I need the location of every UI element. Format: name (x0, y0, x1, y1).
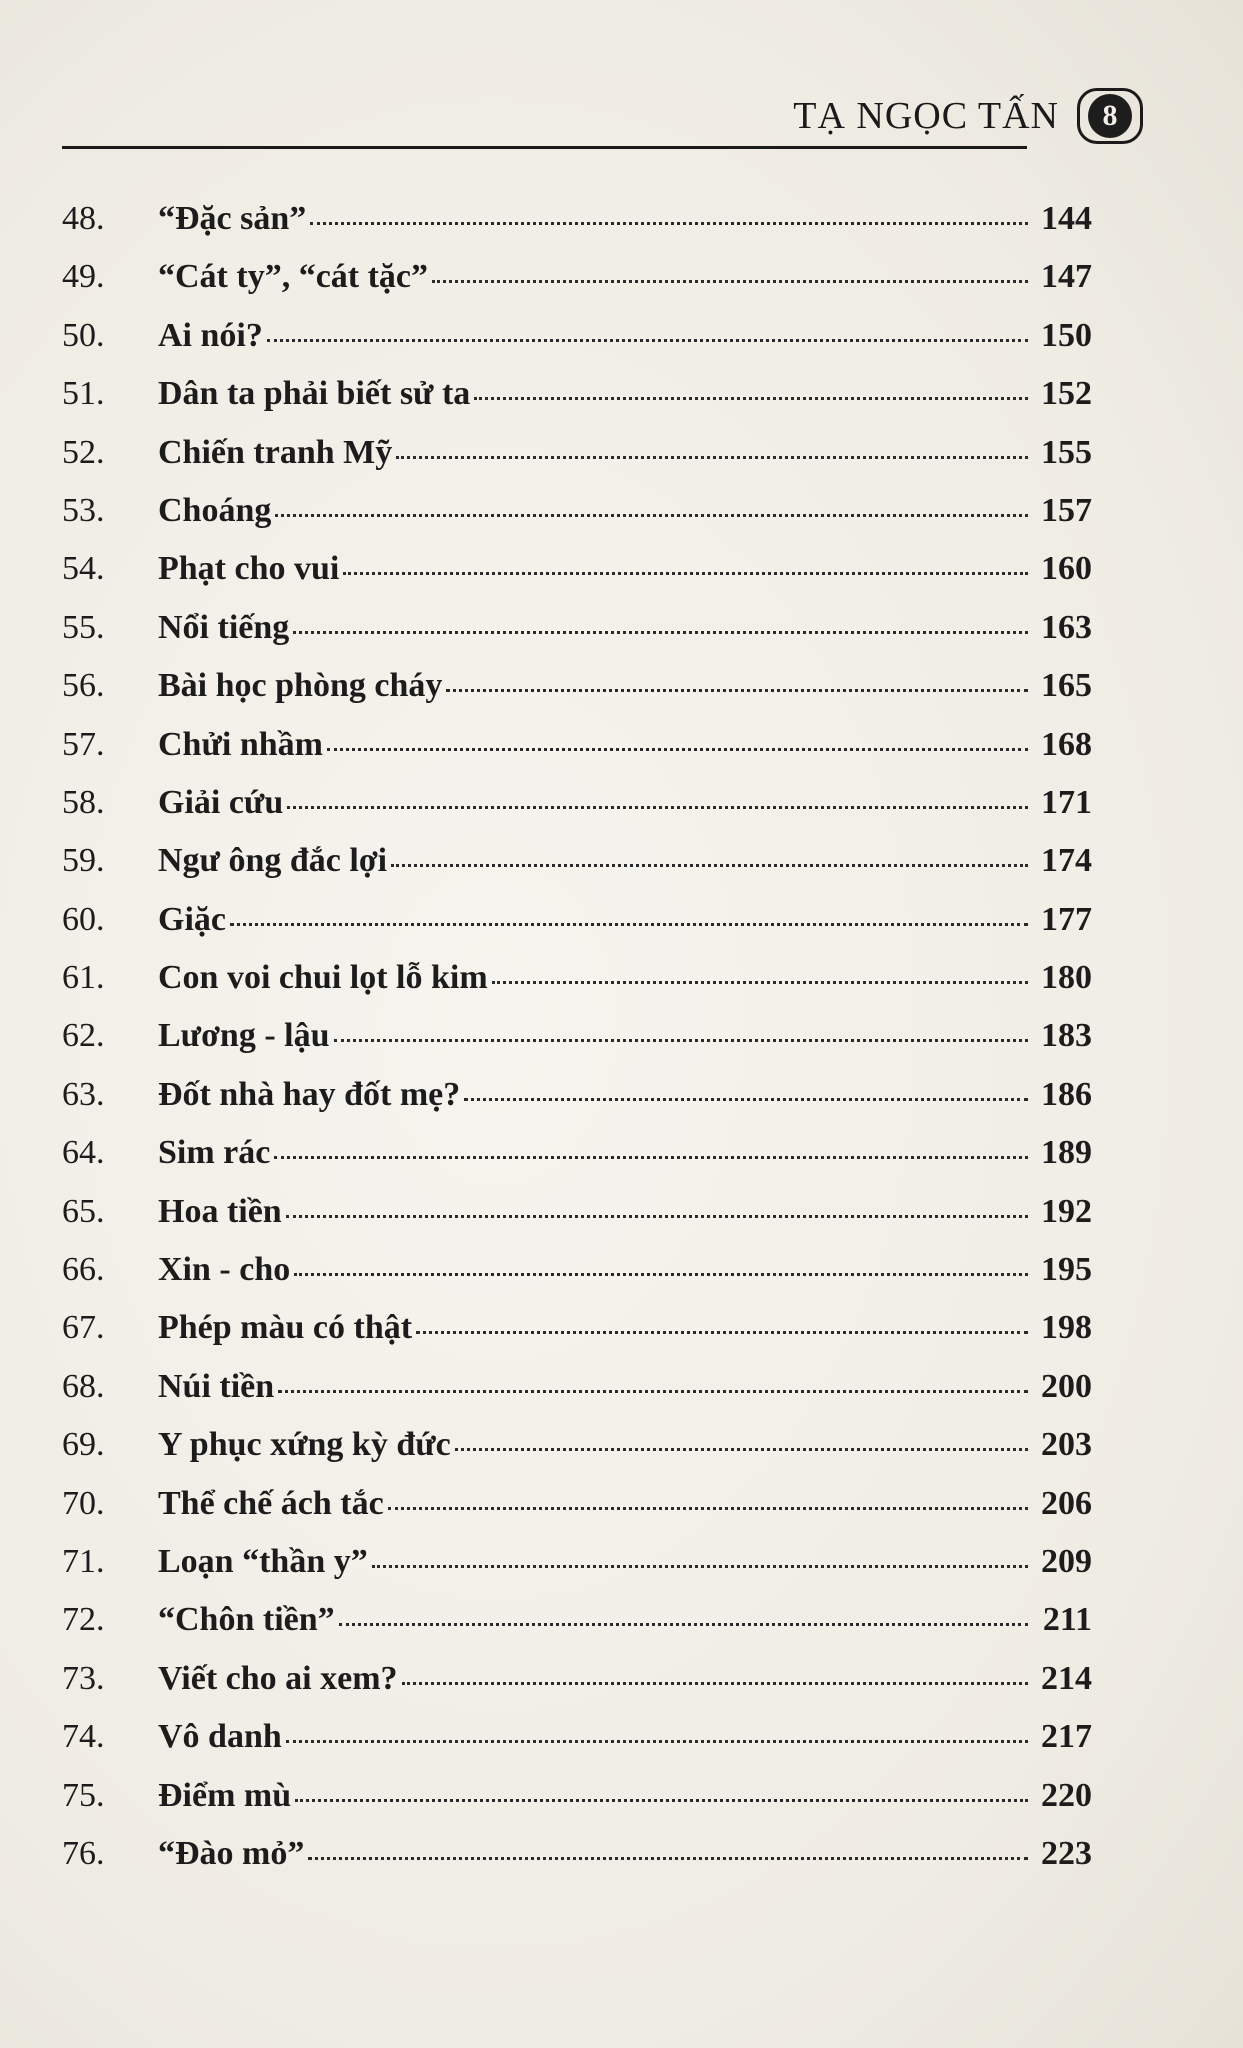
dot-leader (339, 1622, 1028, 1626)
dot-leader (396, 455, 1028, 459)
toc-entry-title: Phép màu có thật (158, 1309, 413, 1347)
toc-entry-page: 203 (1041, 1426, 1092, 1464)
toc-entry (62, 1426, 1092, 1484)
toc-entry-title: Núi tiền (158, 1367, 275, 1405)
dot-leader (275, 513, 1028, 517)
toc-entry-title: Xin - cho (158, 1251, 291, 1289)
toc-entry-title: Chửi nhầm (158, 725, 323, 763)
dot-leader (295, 1798, 1028, 1802)
toc-entry (62, 1193, 1092, 1251)
toc-entry-number: 61. (62, 959, 105, 997)
toc-entry-title: Giặc (158, 900, 226, 938)
toc-entry (62, 258, 1092, 316)
toc-entry-title: Loạn “thần y” (158, 1542, 368, 1580)
toc-entry (62, 1835, 1092, 1893)
toc-entry (62, 1777, 1092, 1835)
dot-leader (388, 1506, 1028, 1510)
toc-entry-page: 183 (1041, 1017, 1092, 1055)
author-name: TẠ NGỌC TẤN (793, 95, 1059, 137)
toc-entry (62, 1660, 1092, 1718)
dot-leader (432, 279, 1028, 283)
toc-entry-page: 211 (1042, 1601, 1092, 1639)
toc-entry-number: 64. (62, 1134, 105, 1172)
toc-entry-number: 65. (62, 1192, 105, 1230)
toc-entry-number: 54. (62, 550, 105, 588)
toc-entry-title: Lương - lậu (158, 1017, 330, 1055)
toc-entry-title: “Chôn tiền” (158, 1601, 335, 1639)
toc-entry-page: 160 (1041, 550, 1092, 588)
toc-entry-title: Ai nói? (158, 316, 263, 354)
toc-entry-number: 70. (62, 1484, 105, 1522)
toc-entry-title: Y phục xứng kỳ đức (158, 1426, 451, 1464)
toc-entry-page: 206 (1041, 1484, 1092, 1522)
dot-leader (343, 571, 1028, 575)
toc-entry-title: “Đặc sản” (158, 200, 307, 237)
toc-entry (62, 1485, 1092, 1543)
toc-entry (62, 492, 1092, 550)
dot-leader (286, 1214, 1028, 1218)
dot-leader (391, 863, 1028, 867)
toc-entry-page: 192 (1041, 1192, 1092, 1230)
toc-entry (62, 1543, 1092, 1601)
dot-leader (464, 1097, 1028, 1101)
toc-entry-page: 214 (1041, 1659, 1092, 1697)
dot-leader (308, 1856, 1028, 1860)
dot-leader (327, 747, 1028, 751)
dot-leader (402, 1681, 1028, 1685)
dot-leader (278, 1389, 1028, 1393)
toc-entry (62, 842, 1092, 900)
toc-entry-number: 48. (62, 200, 105, 237)
toc-entry-page: 177 (1041, 900, 1092, 938)
toc-entry-number: 63. (62, 1075, 105, 1113)
header-rule (62, 146, 1027, 149)
toc-entry (62, 1017, 1092, 1075)
toc-entry-number: 69. (62, 1426, 105, 1464)
dot-leader (334, 1038, 1029, 1042)
toc-entry-number: 57. (62, 725, 105, 763)
toc-entry-page: 165 (1041, 667, 1092, 705)
toc-entry-title: Đốt nhà hay đốt mẹ? (158, 1075, 461, 1113)
toc-entry-page: 209 (1041, 1542, 1092, 1580)
toc-entry-title: “Cát ty”, “cát tặc” (158, 258, 429, 296)
toc-entry-page: 171 (1041, 783, 1092, 821)
toc-entry (62, 1309, 1092, 1367)
dot-leader (416, 1330, 1028, 1334)
toc-entry-number: 66. (62, 1251, 105, 1289)
toc-entry-title: Con voi chui lọt lỗ kim (158, 959, 488, 997)
toc-entry-number: 53. (62, 491, 105, 529)
toc-entry-page: 168 (1041, 725, 1092, 763)
toc-entry (62, 609, 1092, 667)
toc-entry-title: “Đào mỏ” (158, 1834, 305, 1872)
toc-entry-title: Hoa tiền (158, 1192, 282, 1230)
dot-leader (293, 630, 1028, 634)
dot-leader (446, 688, 1028, 692)
toc-entry-title: Nổi tiếng (158, 608, 290, 646)
toc-entry-title: Dân ta phải biết sử ta (158, 375, 471, 413)
toc-entry-number: 59. (62, 842, 105, 880)
page-number-badge (1077, 88, 1143, 144)
toc-entry-number: 67. (62, 1309, 105, 1347)
toc-entry-number: 76. (62, 1834, 105, 1872)
toc-entry-page: 223 (1041, 1834, 1092, 1872)
toc-entry-number: 74. (62, 1718, 105, 1756)
dot-leader (286, 1739, 1028, 1743)
toc-entry-number: 62. (62, 1017, 105, 1055)
running-header (793, 88, 1143, 144)
toc-entry (62, 667, 1092, 725)
toc-entry (62, 1718, 1092, 1776)
toc-entry (62, 1251, 1092, 1309)
toc-entry-title: Chiến tranh Mỹ (158, 433, 393, 471)
dot-leader (474, 396, 1028, 400)
dot-leader (372, 1564, 1028, 1568)
dot-leader (294, 1272, 1028, 1276)
toc-entry-number: 58. (62, 783, 105, 821)
toc-entry-title: Điểm mù (158, 1776, 292, 1814)
dot-leader (492, 980, 1028, 984)
toc-entry-page: 189 (1041, 1134, 1092, 1172)
toc-entry-number: 68. (62, 1367, 105, 1405)
toc-entry (62, 375, 1092, 433)
toc-entry-page: 152 (1041, 375, 1092, 413)
toc-entry-title: Choáng (158, 491, 272, 529)
toc-entry (62, 1601, 1092, 1659)
toc-entry-page: 195 (1041, 1251, 1092, 1289)
toc-entry-page: 198 (1041, 1309, 1092, 1347)
toc-entry (62, 317, 1092, 375)
toc-entry (62, 434, 1092, 492)
toc-entry-title: Sim rác (158, 1134, 271, 1172)
toc-entry (62, 1368, 1092, 1426)
table-of-contents (62, 200, 1092, 1893)
dot-leader (230, 922, 1028, 926)
toc-entry-page: 220 (1041, 1776, 1092, 1814)
toc-entry-page: 174 (1041, 842, 1092, 880)
toc-entry-page: 163 (1041, 608, 1092, 646)
toc-entry-number: 60. (62, 900, 105, 938)
toc-entry-number: 72. (62, 1601, 105, 1639)
toc-entry-page: 186 (1041, 1075, 1092, 1113)
toc-entry-title: Thể chế ách tắc (158, 1484, 384, 1522)
toc-entry (62, 1134, 1092, 1192)
page-number: 8 (1088, 94, 1132, 138)
toc-entry (62, 959, 1092, 1017)
toc-entry-title: Vô danh (158, 1718, 282, 1756)
toc-entry (62, 726, 1092, 784)
toc-entry (62, 901, 1092, 959)
toc-entry-page: 180 (1041, 959, 1092, 997)
toc-entry-page: 155 (1041, 433, 1092, 471)
toc-entry (62, 200, 1092, 258)
dot-leader (274, 1155, 1028, 1159)
toc-entry-page: 150 (1041, 316, 1092, 354)
dot-leader (287, 805, 1028, 809)
toc-entry-number: 56. (62, 667, 105, 705)
toc-entry-number: 50. (62, 316, 105, 354)
dot-leader (310, 221, 1028, 225)
toc-entry-page: 217 (1041, 1718, 1092, 1756)
toc-entry-title: Bài học phòng cháy (158, 667, 443, 705)
toc-entry-number: 49. (62, 258, 105, 296)
toc-entry (62, 1076, 1092, 1134)
toc-entry-number: 51. (62, 375, 105, 413)
dot-leader (267, 338, 1028, 342)
toc-entry-number: 73. (62, 1659, 105, 1697)
toc-entry-title: Viết cho ai xem? (158, 1659, 398, 1697)
toc-entry-page: 147 (1041, 258, 1092, 296)
toc-entry-title: Ngư ông đắc lợi (158, 842, 388, 880)
dot-leader (455, 1447, 1028, 1451)
toc-entry (62, 784, 1092, 842)
toc-entry-page: 157 (1041, 491, 1092, 529)
toc-entry-number: 75. (62, 1776, 105, 1814)
toc-entry-title: Giải cứu (158, 783, 284, 821)
toc-entry-number: 52. (62, 433, 105, 471)
toc-entry-page: 200 (1041, 1367, 1092, 1405)
toc-entry-number: 71. (62, 1542, 105, 1580)
toc-entry-title: Phạt cho vui (158, 550, 340, 588)
toc-entry-page: 144 (1041, 200, 1092, 237)
toc-entry-number: 55. (62, 608, 105, 646)
toc-entry (62, 550, 1092, 608)
